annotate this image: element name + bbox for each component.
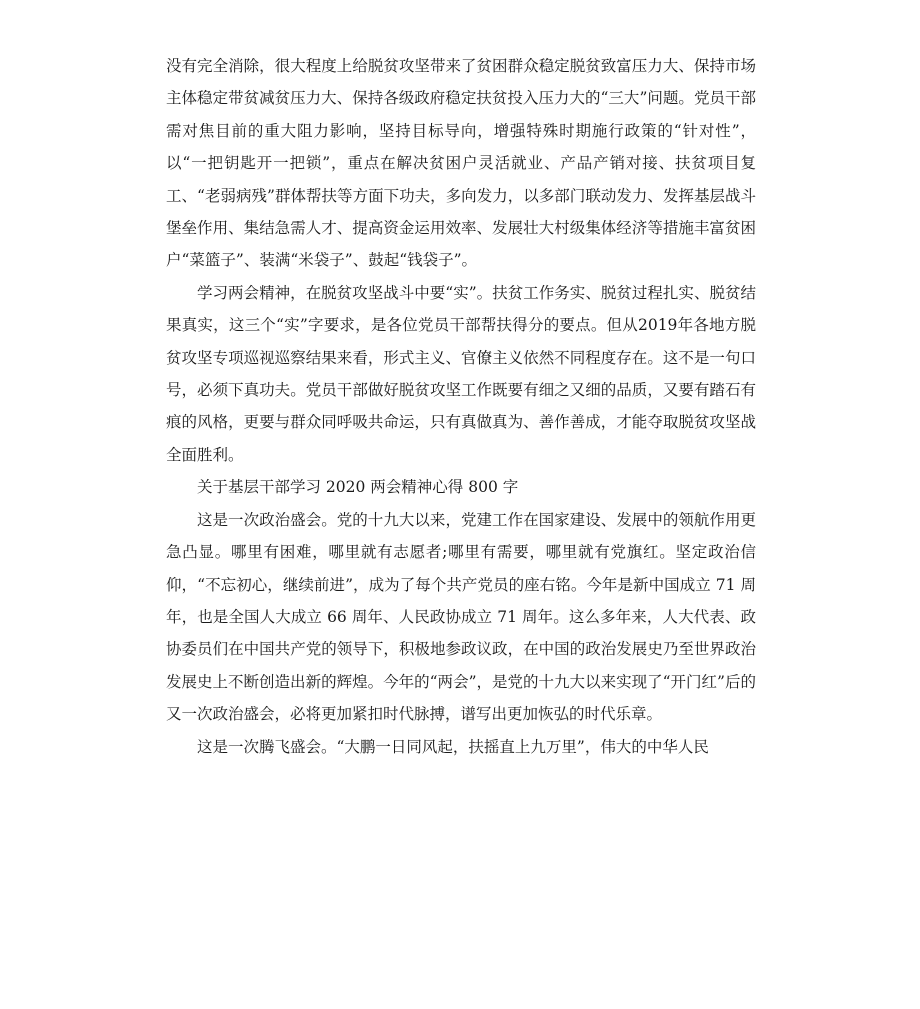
paragraph-body: 学习两会精神，在脱贫攻坚战斗中要“实”。扶贫工作务实、脱贫过程扎实、脱贫结果真实，这三个“实”字要求，是各位党员干部帮扶得分的要点。但从2019年各地方脱贫攻坚专项巡视巡察结果来看，形式主义、官僚主义依然不同程度存在。这不是一句口号，必须下真功夫。党员干部做好脱贫攻坚工作既要有细之又细的品质，又要有踏石有痕的风格，更要与群众同呼吸共命运，只有真做真为、善作善成，才能夺取脱贫攻坚战全面胜利。 xyxy=(166,283,756,464)
paragraph-body: 这是一次腾飞盛会。“大鹏一日同风起，扶摇直上九万里”，伟大的中华人民 xyxy=(197,737,709,756)
paragraph-body: 这是一次政治盛会。党的十九大以来，党建工作在国家建设、发展中的领航作用更急凸显。哪里有困难，哪里就有志愿者;哪里有需要，哪里就有党旗红。坚定政治信仰，“不忘初心，继续前进”，成为了每个共产党员的座右铭。今年是新中国成立 71 周年，也是全国人大成立 66 周年、人民政协成立 71 周年。这么多年来，人大代表、政协委员们在中国共产党的领导下，积极地参政议政，在中国的政治发展史乃至世界政治发展史上不断创造出新的辉煌。今年的“两会”，是党的十九大以来实现了“开门红”后的又一次政治盛会，必将更加紧扣时代脉搏，谱写出更加恢弘的时代乐章。 xyxy=(166,510,756,724)
document-body xyxy=(166,50,756,763)
section-heading: 关于基层干部学习 2020 两会精神心得 800 字 xyxy=(197,478,519,497)
paragraph-continuation: 没有完全消除，很大程度上给脱贫攻坚带来了贫困群众稳定脱贫致富压力大、保持市场主体稳定带贫减贫压力大、保持各级政府稳定扶贫投入压力大的“三大”问题。党员干部需对焦目前的重大阻力影响，坚持目标导向，增强特殊时期施行政策的“针对性”，以“一把钥匙开一把锁”，重点在解决贫困户灵活就业、产品产销对接、扶贫项目复工、“老弱病残”群体帮扶等方面下功夫，多向发力，以多部门联动发力、发挥基层战斗堡垒作用、集结急需人才、提高资金运用效率、发展壮大村级集体经济等措施丰富贫困户“菜篮子”、装满“米袋子”、鼓起“钱袋子”。 xyxy=(166,57,756,270)
